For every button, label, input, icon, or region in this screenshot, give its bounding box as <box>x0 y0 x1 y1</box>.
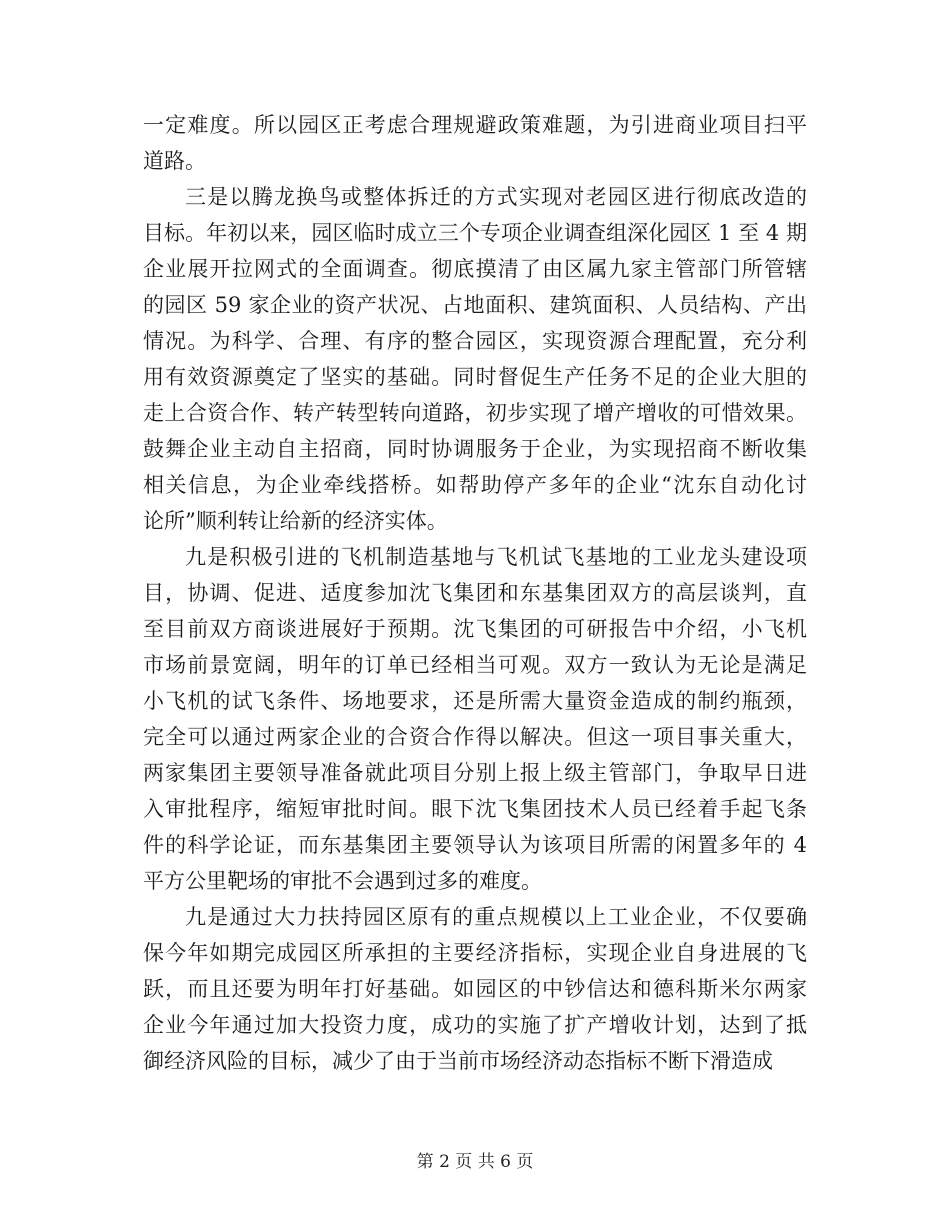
text-line: 至目前双方商谈进展好于预期。沈飞集团的可研报告中介绍，小飞机 <box>143 617 807 641</box>
text-line: 完全可以通过两家企业的合资合作得以解决。但这一项目事关重大， <box>143 725 807 749</box>
text-line: 件的科学论证，而东基集团主要领导认为该项目所需的闲置多年的 4 <box>143 833 807 857</box>
text-line: 走上合资合作、转产转型转向道路，初步实现了增产增收的可惜效果。 <box>143 401 807 425</box>
text-line: 入审批程序，缩短审批时间。眼下沈飞集团技术人员已经着手起飞条 <box>143 797 807 821</box>
text-line: 鼓舞企业主动自主招商，同时协调服务于企业，为实现招商不断收集 <box>143 437 807 461</box>
text-line: 九是积极引进的飞机制造基地与飞机试飞基地的工业龙头建设项 <box>185 545 807 569</box>
text-line: 平方公里靶场的审批不会遇到过多的难度。 <box>143 869 542 893</box>
paragraph <box>143 107 807 179</box>
text-line: 目标。年初以来，园区临时成立三个专项企业调查组深化园区 1 至 4 期 <box>143 221 807 245</box>
text-line: 企业展开拉网式的全面调查。彻底摸清了由区属九家主管部门所管辖 <box>143 257 807 281</box>
text-line: 情况。为科学、合理、有序的整合园区，实现资源合理配置，充分利 <box>143 329 807 353</box>
page-number-footer: 第 2 页 共 6 页 <box>416 1152 534 1172</box>
text-line: 两家集团主要领导准备就此项目分别上报上级主管部门，争取早日进 <box>143 761 807 785</box>
text-line: 论所”顺利转让给新的经济实体。 <box>143 509 448 533</box>
paragraph <box>143 179 807 539</box>
document-body <box>143 107 807 1079</box>
text-line: 相关信息，为企业牵线搭桥。如帮助停产多年的企业“沈东自动化讨 <box>143 473 807 497</box>
text-line: 三是以腾龙换鸟或整体拆迁的方式实现对老园区进行彻底改造的 <box>185 185 807 209</box>
text-line: 小飞机的试飞条件、场地要求，还是所需大量资金造成的制约瓶颈， <box>143 689 807 713</box>
text-line: 御经济风险的目标，减少了由于当前市场经济动态指标不断下滑造成 <box>143 1049 773 1073</box>
text-line: 企业今年通过加大投资力度，成功的实施了扩产增收计划，达到了抵 <box>143 1013 807 1037</box>
text-line: 道路。 <box>143 149 206 173</box>
paragraph <box>143 539 807 899</box>
text-line: 一定难度。所以园区正考虑合理规避政策难题，为引进商业项目扫平 <box>143 113 807 137</box>
text-line: 保今年如期完成园区所承担的主要经济指标，实现企业自身进展的飞 <box>143 941 807 965</box>
text-line: 目，协调、促进、适度参加沈飞集团和东基集团双方的高层谈判，直 <box>143 581 807 605</box>
paragraph <box>143 899 807 1079</box>
text-line: 跃，而且还要为明年打好基础。如园区的中钞信达和德科斯米尔两家 <box>143 977 807 1001</box>
text-line: 的园区 59 家企业的资产状况、占地面积、建筑面积、人员结构、产出 <box>143 293 807 317</box>
text-line: 九是通过大力扶持园区原有的重点规模以上工业企业，不仅要确 <box>185 905 807 929</box>
text-line: 用有效资源奠定了坚实的基础。同时督促生产任务不足的企业大胆的 <box>143 365 807 389</box>
text-line: 市场前景宽阔，明年的订单已经相当可观。双方一致认为无论是满足 <box>143 653 807 677</box>
